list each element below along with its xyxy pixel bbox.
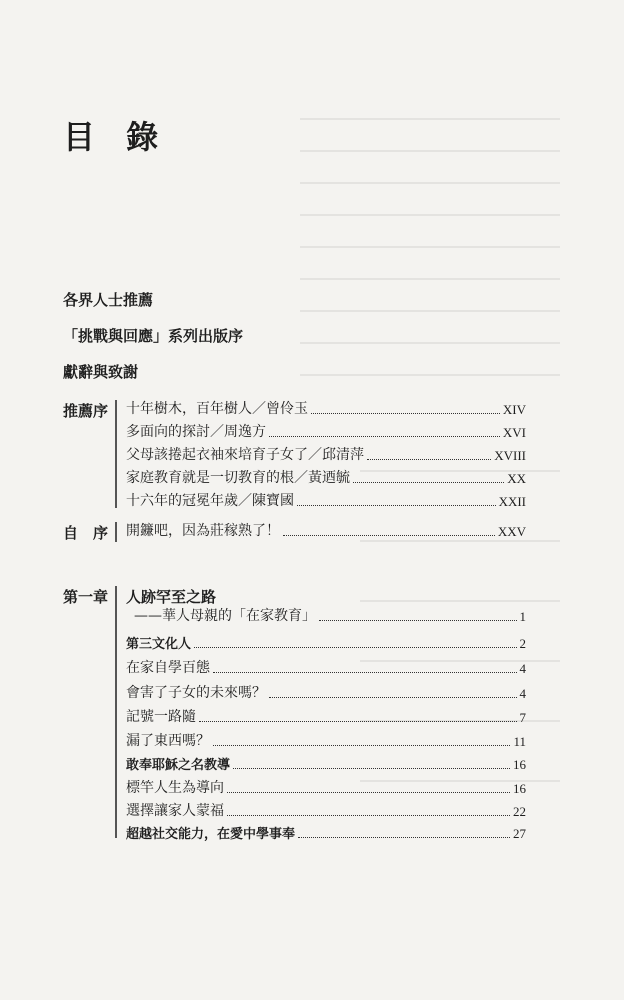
entry-title: 第三文化人 — [126, 637, 192, 652]
dot-leader — [283, 535, 495, 536]
toc-entry — [126, 777, 526, 797]
toc-entry — [126, 467, 526, 487]
entry-title: 標竿人生為導向 — [126, 780, 224, 796]
dot-leader — [298, 837, 510, 838]
entry-title: 開鐮吧，因為莊稼熟了！ — [126, 523, 280, 539]
dot-leader — [213, 672, 517, 673]
dot-leader — [319, 620, 517, 621]
front-matter-dedication: 獻辭與致謝 — [63, 363, 139, 381]
entry-page: XXII — [498, 494, 526, 509]
entry-title: 超越社交能力，在愛中學事奉 — [126, 827, 296, 842]
dot-leader — [213, 745, 510, 746]
dot-leader — [227, 792, 510, 793]
entry-page: 1 — [519, 609, 526, 624]
dot-leader — [233, 768, 510, 769]
entry-page: 4 — [519, 661, 526, 676]
toc-entry — [126, 822, 526, 842]
section-divider — [115, 586, 117, 838]
toc-entry — [126, 490, 526, 510]
entry-title: 父母該捲起衣袖來培育子女了／邱清萍 — [126, 447, 364, 463]
entry-page: 16 — [513, 781, 526, 796]
dot-leader — [269, 697, 517, 698]
entry-title: 敢奉耶穌之名教導 — [126, 758, 231, 773]
dot-leader — [269, 436, 500, 437]
section-divider — [115, 400, 117, 508]
chapter-subtitle-row — [126, 605, 526, 625]
section-divider — [115, 522, 117, 542]
dot-leader — [353, 482, 504, 483]
entry-page: XIV — [502, 402, 526, 417]
toc-entry — [126, 800, 526, 820]
entry-title: 漏了東西嗎？ — [126, 733, 210, 749]
front-matter-recommendations: 各界人士推薦 — [63, 291, 154, 309]
entry-page: 27 — [513, 826, 526, 841]
toc-entry — [126, 706, 526, 726]
page-title: 目 錄 — [63, 118, 169, 156]
toc-entry — [126, 730, 526, 750]
entry-page: 11 — [513, 734, 526, 749]
toc-entry — [126, 520, 526, 540]
entry-title: 十年樹木，百年樹人／曾伶玉 — [126, 401, 308, 417]
entry-page: 16 — [513, 757, 526, 772]
entry-title: 選擇讓家人蒙福 — [126, 803, 224, 819]
toc-entry — [126, 444, 526, 464]
dot-leader — [194, 647, 516, 648]
toc-entry — [126, 398, 526, 418]
front-matter-series-preface: 「挑戰與回應」系列出版序 — [63, 327, 244, 345]
entry-page: 4 — [519, 686, 526, 701]
dot-leader — [297, 505, 496, 506]
entry-page: 7 — [519, 710, 526, 725]
entry-title: 會害了子女的未來嗎？ — [126, 685, 266, 701]
chapter-subtitle: ——華人母親的「在家教育」 — [134, 608, 316, 624]
entry-title: 十六年的冠冕年歲／陳寶國 — [126, 493, 294, 509]
chapter-label: 第一章 — [63, 588, 109, 606]
entry-title: 記號一路隨 — [126, 709, 196, 725]
dot-leader — [311, 413, 500, 414]
toc-entry — [126, 682, 526, 702]
entry-title: 多面向的探討／周逸方 — [126, 424, 266, 440]
entry-page: 22 — [513, 804, 526, 819]
dot-leader — [227, 815, 510, 816]
entry-page: XX — [507, 471, 526, 486]
entry-page: XVI — [502, 425, 526, 440]
entry-title: 在家自學百態 — [126, 660, 210, 676]
entry-page: XVIII — [494, 448, 526, 463]
preface-label: 自 序 — [63, 524, 109, 542]
dot-leader — [367, 459, 491, 460]
toc-entry — [126, 753, 526, 773]
recommendation-label: 推薦序 — [63, 402, 109, 420]
entry-page: XXV — [497, 524, 526, 539]
toc-entry — [126, 632, 526, 652]
entry-page: 2 — [519, 636, 526, 651]
entry-title: 家庭教育就是一切教育的根／黃迺毓 — [126, 470, 350, 486]
dot-leader — [199, 721, 517, 722]
chapter-title: 人跡罕至之路 — [126, 588, 217, 606]
toc-entry — [126, 657, 526, 677]
toc-entry — [126, 421, 526, 441]
